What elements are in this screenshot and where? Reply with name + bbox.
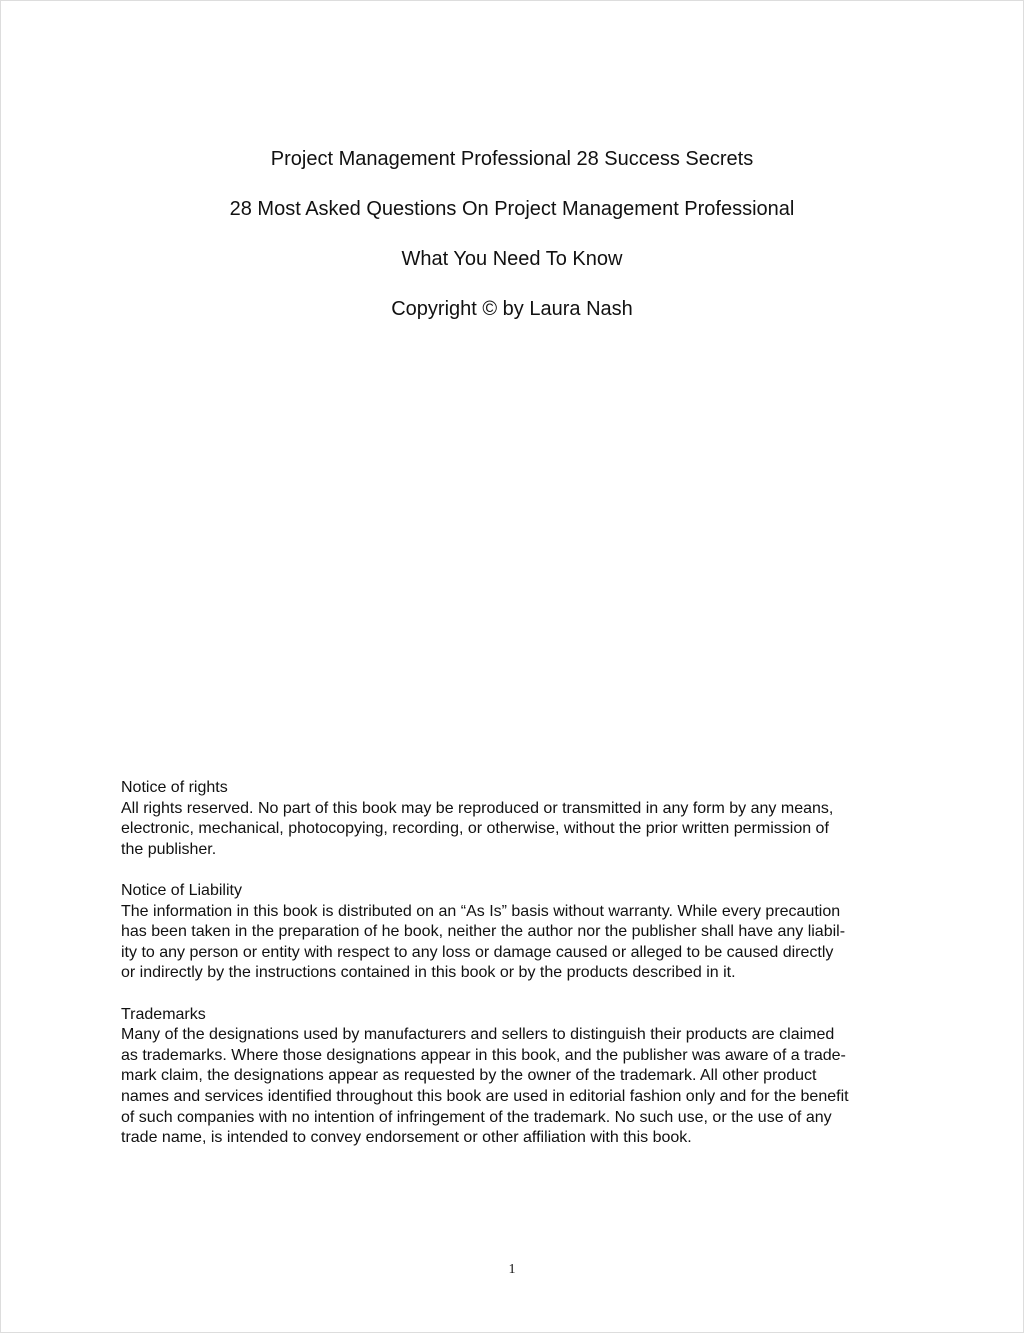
page-number: 1: [508, 1262, 516, 1277]
notice-line: trade name, is intended to convey endorsement or other affiliation with this book.: [121, 1129, 692, 1147]
notice-line: mark claim, the designations appear as requested by the owner of the trademark. All other product: [121, 1067, 817, 1085]
notices: [121, 778, 911, 1169]
notice-line: has been taken in the preparation of he book, neither the author nor the publisher shall have any liabil-: [121, 923, 846, 941]
notice-line: The information in this book is distributed on an “As Is” basis without warranty. While every precaution: [121, 902, 841, 920]
notice-line: ity to any person or entity with respect to any loss or damage caused or alleged to be caused directly: [121, 943, 834, 961]
notice-line: the publisher.: [121, 840, 217, 858]
trademarks: [121, 1005, 911, 1149]
title-block: [0, 146, 1024, 346]
notice-line: or indirectly by the instructions contained in this book or by the products described in it.: [121, 964, 736, 982]
copyright-line: Copyright © by Laura Nash: [391, 298, 633, 320]
notice-heading: Notice of Liability: [121, 881, 242, 899]
notice-line: All rights reserved. No part of this book may be reproduced or transmitted in any form by any means,: [121, 799, 834, 817]
notice-of-rights: [121, 778, 911, 860]
book-tagline: What You Need To Know: [401, 248, 623, 270]
notice-line: names and services identified throughout this book are used in editorial fashion only and for the benefit: [121, 1087, 849, 1105]
notice-heading: Notice of rights: [121, 779, 228, 796]
book-subtitle: 28 Most Asked Questions On Project Management Professional: [229, 198, 795, 220]
notice-of-liability: [121, 881, 911, 984]
book-title: Project Management Professional 28 Success Secrets: [270, 148, 754, 170]
notice-line: electronic, mechanical, photocopying, recording, or otherwise, without the prior written permission of: [121, 820, 829, 838]
notice-line: of such companies with no intention of infringement of the trademark. No such use, or the use of any: [121, 1108, 832, 1126]
notice-line: Many of the designations used by manufacturers and sellers to distinguish their products are claimed: [121, 1026, 835, 1044]
notice-heading: Trademarks: [121, 1005, 206, 1023]
notice-line: as trademarks. Where those designations appear in this book, and the publisher was aware of a trade-: [121, 1046, 846, 1064]
